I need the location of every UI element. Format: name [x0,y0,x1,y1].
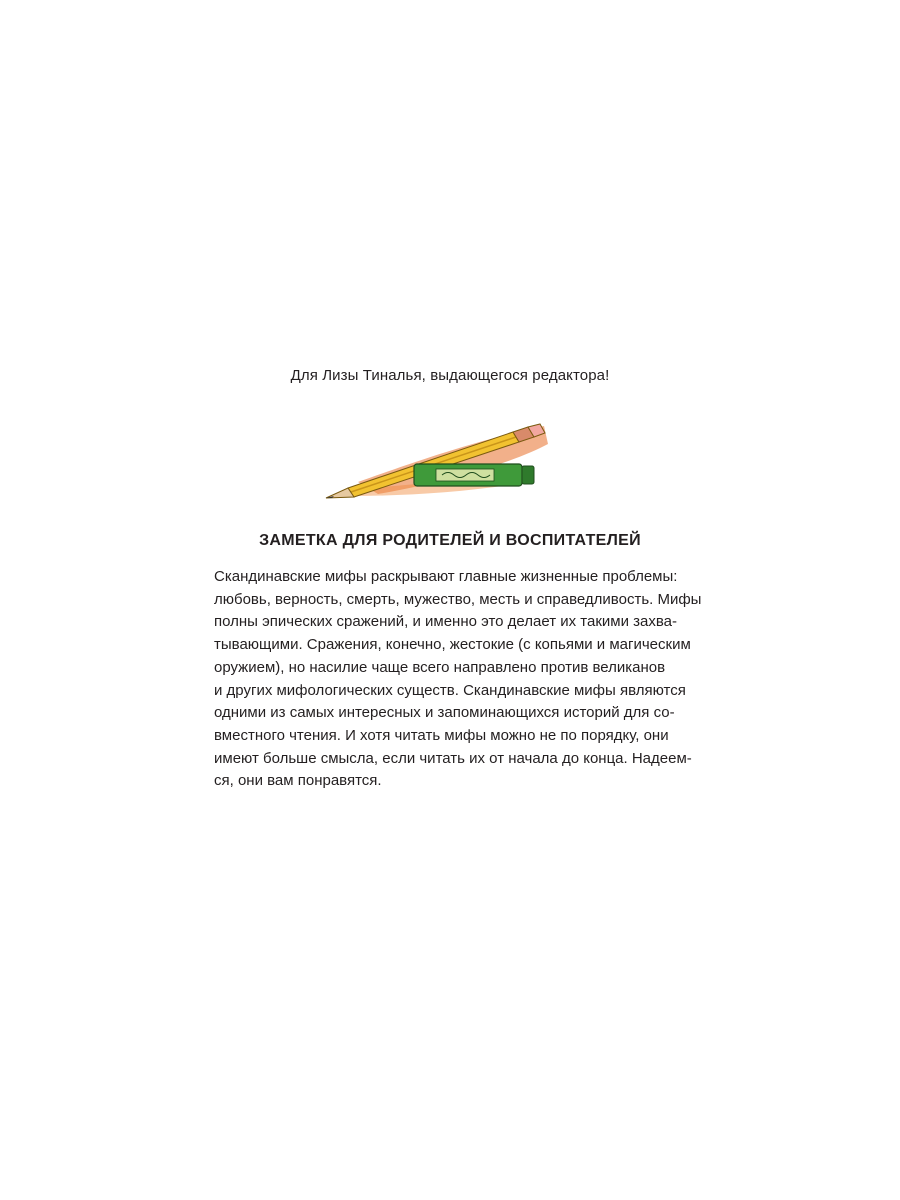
note-line: и других мифологических существ. Скандинавские мифы являются [214,681,686,699]
note-heading: ЗАМЕТКА ДЛЯ РОДИТЕЛЕЙ И ВОСПИТАТЕЛЕЙ [259,532,641,549]
pencil-and-marker-icon [318,420,550,500]
note-line: полны эпических сражений, и именно это делает их такими захва- [214,613,677,631]
note-line: ся, они вам понравятся. [214,772,382,790]
note-line: имеют больше смысла, если читать их от начала до конца. Надеем- [214,749,692,767]
note-line: любовь, верность, смерть, мужество, месть и справедливость. Мифы [214,590,702,608]
note-line: Скандинавские мифы раскрывают главные жизненные проблемы: [214,568,678,585]
note-line: вместного чтения. И хотя читать мифы можно не по порядку, они [214,726,669,744]
note-line: оружием), но насилие чаще всего направлено против великанов [214,658,666,676]
note-line: одними из самых интересных и запоминающихся историй для со- [214,704,675,722]
note-body [214,566,702,793]
dedication-text: Для Лизы Тиналья, выдающегося редактора! [290,367,610,384]
note-line: тывающими. Сражения, конечно, жестокие (с копьями и магическим [214,636,691,654]
